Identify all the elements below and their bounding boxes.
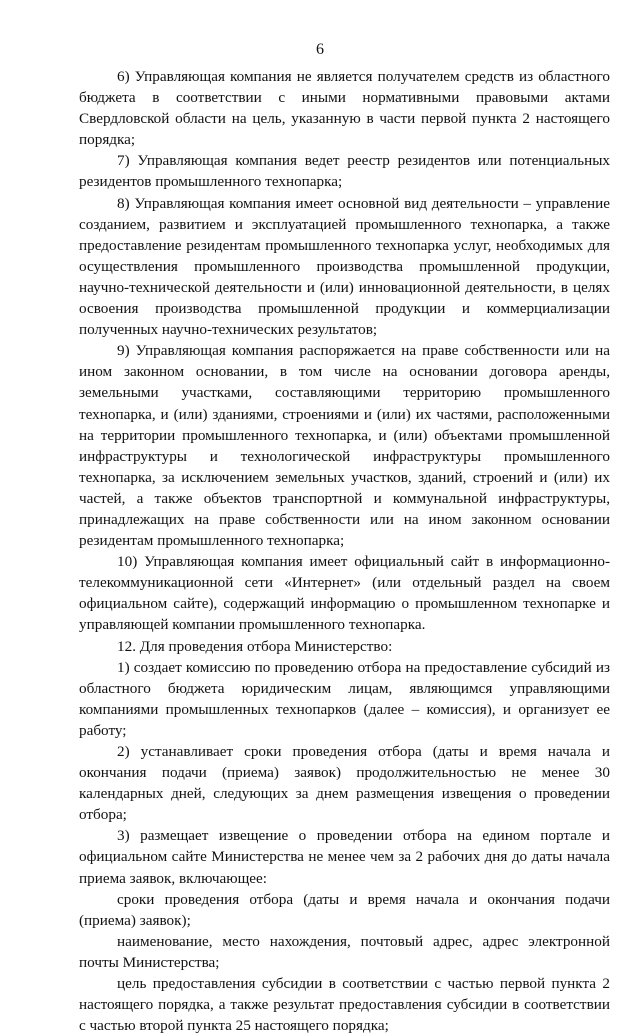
paragraph-item-6: 6) Управляющая компания не является получателем средств из областного бюджета в соответствии с иными нормативными правовыми актами Свердловской области на цель, указанную в части первой пункта 2 настоящего порядка; [79, 68, 610, 149]
document-body [79, 66, 610, 1036]
paragraph-notice-deadlines: сроки проведения отбора (даты и время начала и окончания подачи (приема) заявок); [79, 890, 610, 929]
paragraph-subitem-2: 2) устанавливает сроки проведения отбора (даты и время начала и окончания подачи (приема) заявок) продолжительностью не менее 30 календарных дней, следующих за днем размещения извещения о проведении отбора; [79, 743, 610, 824]
paragraph-item-7: 7) Управляющая компания ведет реестр резидентов или потенциальных резидентов промышленного технопарка; [79, 152, 610, 191]
paragraph-notice-purpose: цель предоставления субсидии в соответствии с частью первой пункта 2 настоящего порядка, а также результат предоставления субсидии в соответствии с частью второй пункта 25 настоящего порядка; [79, 975, 610, 1035]
paragraph-item-9: 9) Управляющая компания распоряжается на праве собственности или на ином законном основании, в том числе на основании договора аренды, земельными участками, составляющими территорию промышленного технопарка, и (или) зданиями, строениями и (или) их частями, расположенными на территории промышленного технопарка, и (или) объектами промышленной инфраструктуры и технологической инфраструктуры промышленного технопарка, за исключением земельных участков, зданий, строений и (или) их частей, а также объектов транспортной и коммунальной инфраструктуры, принадлежащих на праве собственности или на ином законном основании резидентам промышленного технопарка; [79, 342, 610, 550]
paragraph-subitem-3: 3) размещает извещение о проведении отбора на едином портале и официальном сайте Министерства не менее чем за 2 рабочих дня до даты начала приема заявок, включающее: [79, 827, 610, 887]
paragraph-subitem-1: 1) создает комиссию по проведению отбора на предоставление субсидий из областного бюджета юридическим лицам, являющимся управляющими компаниями промышленных технопарков (далее – комиссия), и организует ее работу; [79, 658, 610, 739]
paragraph-notice-ministry: наименование, место нахождения, почтовый адрес, адрес электронной почты Министерства; [79, 932, 610, 971]
paragraph-item-10: 10) Управляющая компания имеет официальный сайт в информационно-телекоммуникационной сети «Интернет» (или отдельный раздел на своем официальном сайте), содержащий информацию о промышленном технопарке и управляющей компании промышленного технопарка. [79, 553, 610, 634]
page-number: 6 [316, 41, 324, 58]
paragraph-section-12: 12. Для проведения отбора Министерство: [117, 637, 393, 655]
paragraph-item-8: 8) Управляющая компания имеет основной вид деятельности – управление созданием, развитием и эксплуатацией промышленного технопарка, а также предоставление резидентам промышленного технопарка услуг, необходимых для осуществления промышленного производства промышленной продукции, научно-технической деятельности и (или) инновационной деятельности, в целях освоения производства промышленной продукции и коммерциализации полученных научно-технических результатов; [79, 194, 610, 339]
